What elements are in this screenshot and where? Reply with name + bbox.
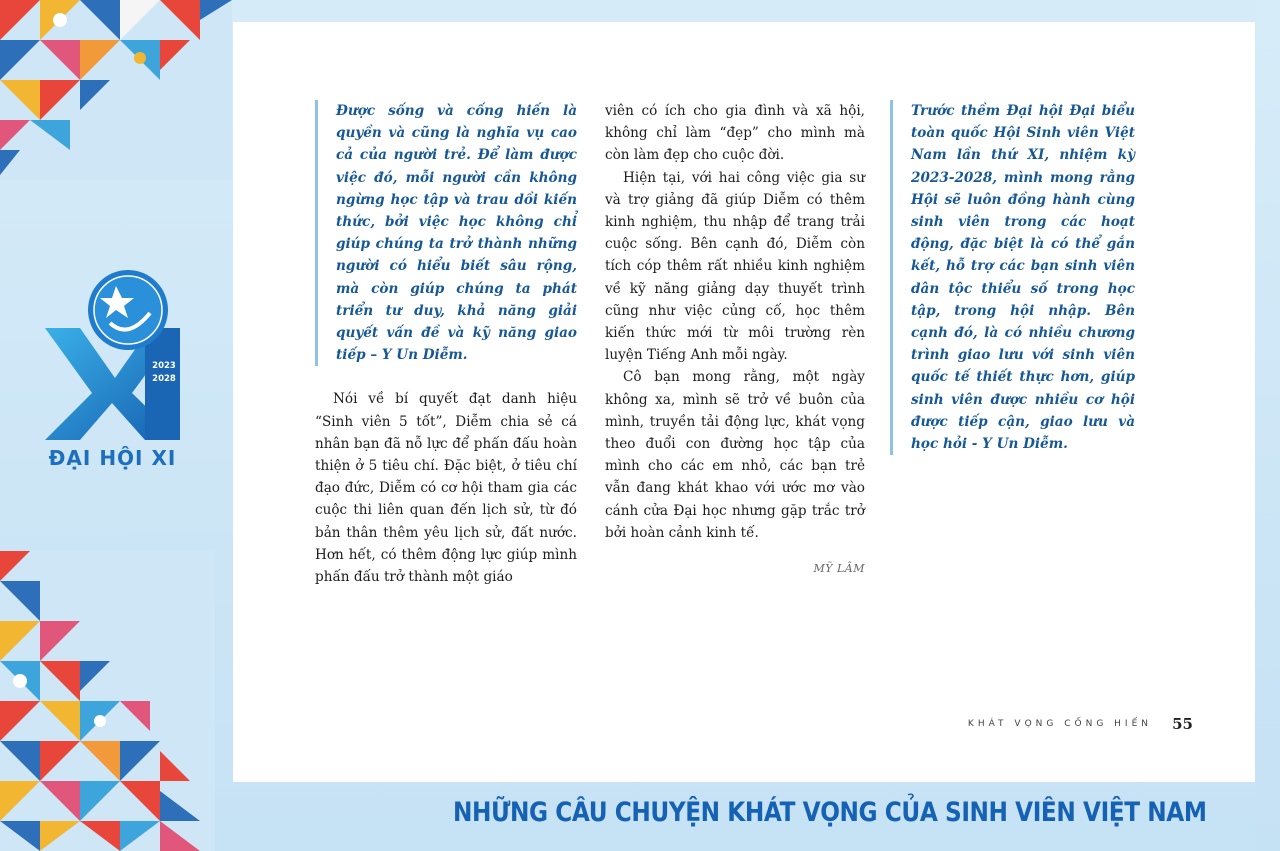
- congress-logo: [40, 268, 185, 478]
- logo-emblem: [40, 268, 185, 443]
- logo-year-end: 2028: [152, 374, 176, 384]
- running-head: KHÁT VỌNG CỐNG HIẾN: [967, 719, 1152, 729]
- body-paragraph-1: Nói về bí quyết đạt danh hiệu “Sinh viên 5 tốt”, Diễm chia sẻ cá nhân bạn đã nỗ lực để phấn đấu hoàn thiện ở 5 tiêu chí. Đặc biệt, ở tiêu chí đạo đức, Diễm có cơ hội tham gia các cuộc thi liên quan đến lịch sử, từ đó bản thân thêm yêu lịch sử, đất nước. Hơn hết, có thêm động lực giúp mình phấn đấu trở thành một giáo: [315, 391, 577, 586]
- magazine-page: [233, 22, 1255, 782]
- right-margin: [1256, 0, 1280, 851]
- bottom-banner-title: NHỮNG CÂU CHUYỆN KHÁT VỌNG CỦA SINH VIÊN VIỆT NAM: [453, 797, 1207, 828]
- logo-years: [146, 360, 182, 390]
- body-paragraph-4: Cô bạn mong rằng, một ngày không xa, mình sẽ trở về buôn của mình, truyền tải động lực, khát vọng theo đuổi con đường học tập của mình cho các em nhỏ, các bạn trẻ vẫn đang khát khao với ước mơ vào cánh cửa Đại học nhưng gặp trắc trở bởi hoàn cảnh kinh tế.: [605, 369, 865, 541]
- column-3: [890, 100, 1135, 455]
- pull-quote-2: Trước thềm Đại hội Đại biểu toàn quốc Hội Sinh viên Việt Nam lần thứ XI, nhiệm kỳ 2023-2028, mình mong rằng Hội sẽ luôn đồng hành cùng sinh viên trong các hoạt động, đặc biệt là có thể gắn kết, hỗ trợ các bạn sinh viên dân tộc thiểu số trong học tập, trong hội nhập. Bên cạnh đó, là có nhiều chương trình giao lưu với sinh viên quốc tế thiết thực hơn, giúp sinh viên được nhiều cơ hội được tiếp cận, giao lưu và học hỏi - Y Un Diễm.: [890, 100, 1135, 455]
- page-number: 55: [1172, 715, 1193, 733]
- decorative-pattern-top: [0, 0, 232, 180]
- column-1: [315, 100, 577, 588]
- column-2: [605, 100, 865, 580]
- pull-quote-1: Được sống và cống hiến là quyền và cũng là nghĩa vụ cao cả của người trẻ. Để làm được việc đó, mỗi người cần không ngừng học tập và trau dồi kiến thức, bởi việc học không chỉ giúp chúng ta trở thành những người có hiểu biết sâu rộng, mà còn giúp chúng ta phát triển tư duy, khả năng giải quyết vấn đề và kỹ năng giao tiếp – Y Un Diễm.: [315, 100, 577, 366]
- body-paragraph-3: Hiện tại, với hai công việc gia sư và trợ giảng đã giúp Diễm có thêm kinh nghiệm, thu nhập để trang trải cuộc sống. Bên cạnh đó, Diễm còn tích cóp thêm rất nhiều kinh nghiệm về kỹ năng giảng dạy thuyết trình cũng như việc củng cố, học thêm kiến thức mới từ môi trường rèn luyện Tiếng Anh mỗi ngày.: [605, 169, 865, 364]
- author-byline: MỸ LÂM: [813, 562, 865, 576]
- logo-title: ĐẠI HỘI XI: [48, 446, 177, 470]
- decorative-pattern-bottom: [0, 551, 215, 851]
- body-paragraph-2: viên có ích cho gia đình và xã hội, không chỉ làm “đẹp” cho mình mà còn làm đẹp cho cuộc đời.: [605, 103, 865, 164]
- logo-year-start: 2023: [152, 361, 176, 371]
